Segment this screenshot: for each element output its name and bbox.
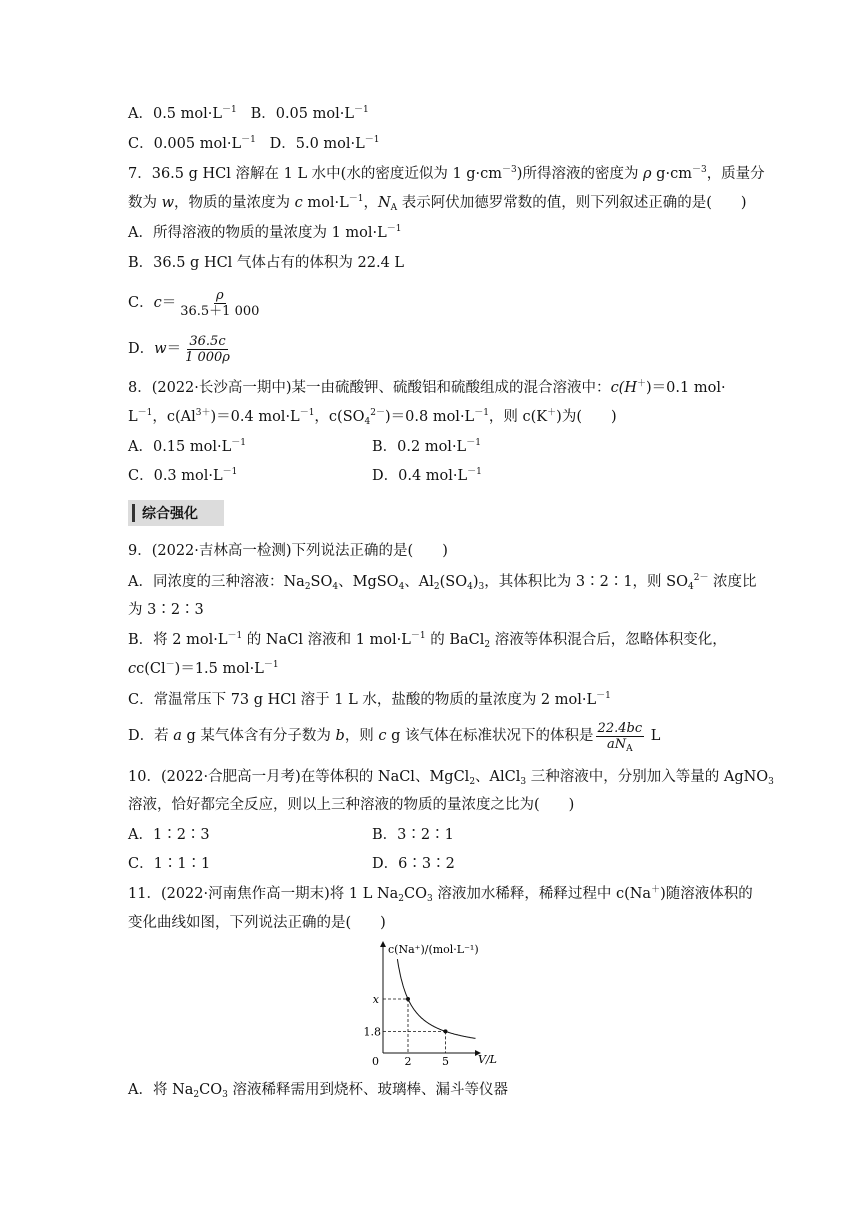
fraction: $\frac{22.4bc}{aN_A}$: [597, 720, 643, 754]
q7-option-d: D．w＝ $\frac{36.5c}{1 000\rho}$: [128, 333, 230, 365]
q10-option-b: B．3∶2∶1: [372, 827, 454, 843]
origin-label: 0: [372, 1055, 379, 1068]
y-tick-label: x: [372, 993, 379, 1006]
q8-stem-line1: 8．(2022·长沙高一期中)某一由硫酸钾、硫酸铝和硫酸组成的混合溶液中：c(H＋)＝0.1 mol·: [128, 379, 726, 396]
q6-options-row2: [128, 134, 380, 154]
q11-option-a: A．将 $Na_2CO_3$ 溶液稀释需用到烧杯、玻璃棒、漏斗等仪器: [128, 1082, 508, 1100]
q9-stem: 9．(2022·吉林高一检测)下列说法正确的是( ): [128, 543, 448, 559]
q10-option-a: A．1∶2∶3: [128, 827, 210, 843]
q6-option-a: A．0.5 $mol\cdot L^{-1}$: [128, 105, 237, 122]
q11-stem-line2: 变化曲线如图，下列说法正确的是( ): [128, 915, 386, 931]
dilution-chart: [360, 938, 500, 1068]
data-point-1: [406, 997, 410, 1001]
q9-option-a-line1: A．同浓度的三种溶液：$Na_2SO_4$、MgSO$_4$、$Al_2(SO_4)_3$，其体积比为 3∶2∶1，则 $SO_4^{2-}$ 浓度比: [128, 573, 757, 592]
q9-option-b-line1: B．将 2 $mol\cdot L^{-1}$ 的 NaCl 溶液和 1 $mol\cdot L^{-1}$ 的 BaCl$_2$ 溶液等体积混合后，忽略体积变化，: [128, 631, 727, 650]
q10-option-c: C．1∶1∶1: [128, 856, 211, 872]
q11-stem-line1: 11．(2022·河南焦作高一期末)将 1 L $Na_2CO_3$ 溶液加水稀释，稀释过程中 c(Na＋)随溶液体积的: [128, 885, 753, 904]
section-header: [128, 500, 224, 526]
q8-option-c: C．0.3 $mol\cdot L^{-1}$: [128, 467, 238, 484]
q6-options-row1: [128, 104, 369, 124]
q8-option-d: D．0.4 $mol\cdot L^{-1}$: [372, 467, 482, 484]
q9-option-a-line2: 为 3∶2∶3: [128, 602, 204, 618]
q7-option-c: C．c＝ $\frac{\rho}{36.5+1 000}$: [128, 287, 260, 319]
q6-option-d: D．5.0 $mol\cdot L^{-1}$: [269, 135, 380, 152]
q7-stem-line1: 7．36.5 g HCl 溶解在 1 L 水中(水的密度近似为 1 $g\cdot cm^{-3}$)所得溶液的密度为 ρ $g\cdot cm^{-3}$，质量分: [128, 165, 765, 182]
q9-option-c: C．常温常压下 73 g HCl 溶于 1 L 水，盐酸的物质的量浓度为 2 $mol\cdot L^{-1}$: [128, 691, 611, 708]
data-point-2: [444, 1029, 448, 1033]
q7-option-a: A．所得溶液的物质的量浓度为 1 $mol\cdot L^{-1}$: [128, 224, 402, 241]
q10-stem-line2: 溶液，恰好都完全反应，则以上三种溶液的物质的量浓度之比为( ): [128, 797, 575, 813]
q8-option-b: B．0.2 $mol\cdot L^{-1}$: [372, 438, 481, 455]
q7-stem-line2: 数为 w，物质的量浓度为 c $mol\cdot L^{-1}$，$N_A$ 表示阿伏加德罗常数的值，则下列叙述正确的是( ): [128, 194, 747, 213]
y-axis-label: c(Na⁺)/(mol·L⁻¹): [388, 943, 479, 956]
section-bar: [132, 504, 135, 522]
q9-option-d: D．若 a g 某气体含有分子数为 b，则 c g 该气体在标准状况下的体积是 $\frac{22.4bc}{aN_A}$ L: [128, 720, 661, 754]
x-axis-label: V/L: [478, 1053, 497, 1066]
fraction: $\frac{\rho}{36.5+1 000}$: [180, 287, 260, 319]
fraction: $\frac{36.5c}{1 000\rho}$: [185, 333, 230, 365]
q6-option-c: C．0.005 $mol\cdot L^{-1}$: [128, 135, 256, 152]
q8-option-a: A．0.15 $mol\cdot L^{-1}$: [128, 438, 246, 455]
q8-stem-line2: $L^{-1}$，$c(Al^{3+})=0.4$ $mol\cdot L^{-1}$，$c(SO_4^{2-})=0.8$ $mol\cdot L^{-1}$，则 c(K＋)为( ): [128, 408, 617, 427]
x-tick-label: 2: [404, 1055, 412, 1068]
q10-stem-line1: 10．(2022·合肥高一月考)在等体积的 NaCl、MgCl$_2$、AlCl$_3$ 三种溶液中，分别加入等量的 AgNO$_3$: [128, 769, 774, 787]
q10-option-d: D．6∶3∶2: [372, 856, 455, 872]
y-tick-label: 1.8: [363, 1025, 381, 1039]
x-tick-label: 5: [442, 1055, 449, 1068]
q7-option-b: B．36.5 g HCl 气体占有的体积为 22.4 L: [128, 255, 405, 271]
q6-option-b: B．0.05 $mol\cdot L^{-1}$: [250, 105, 369, 122]
section-title: 综合强化: [142, 506, 198, 522]
q9-option-b-line2: cc(Cl－)＝1.5 $mol\cdot L^{-1}$: [128, 660, 279, 677]
